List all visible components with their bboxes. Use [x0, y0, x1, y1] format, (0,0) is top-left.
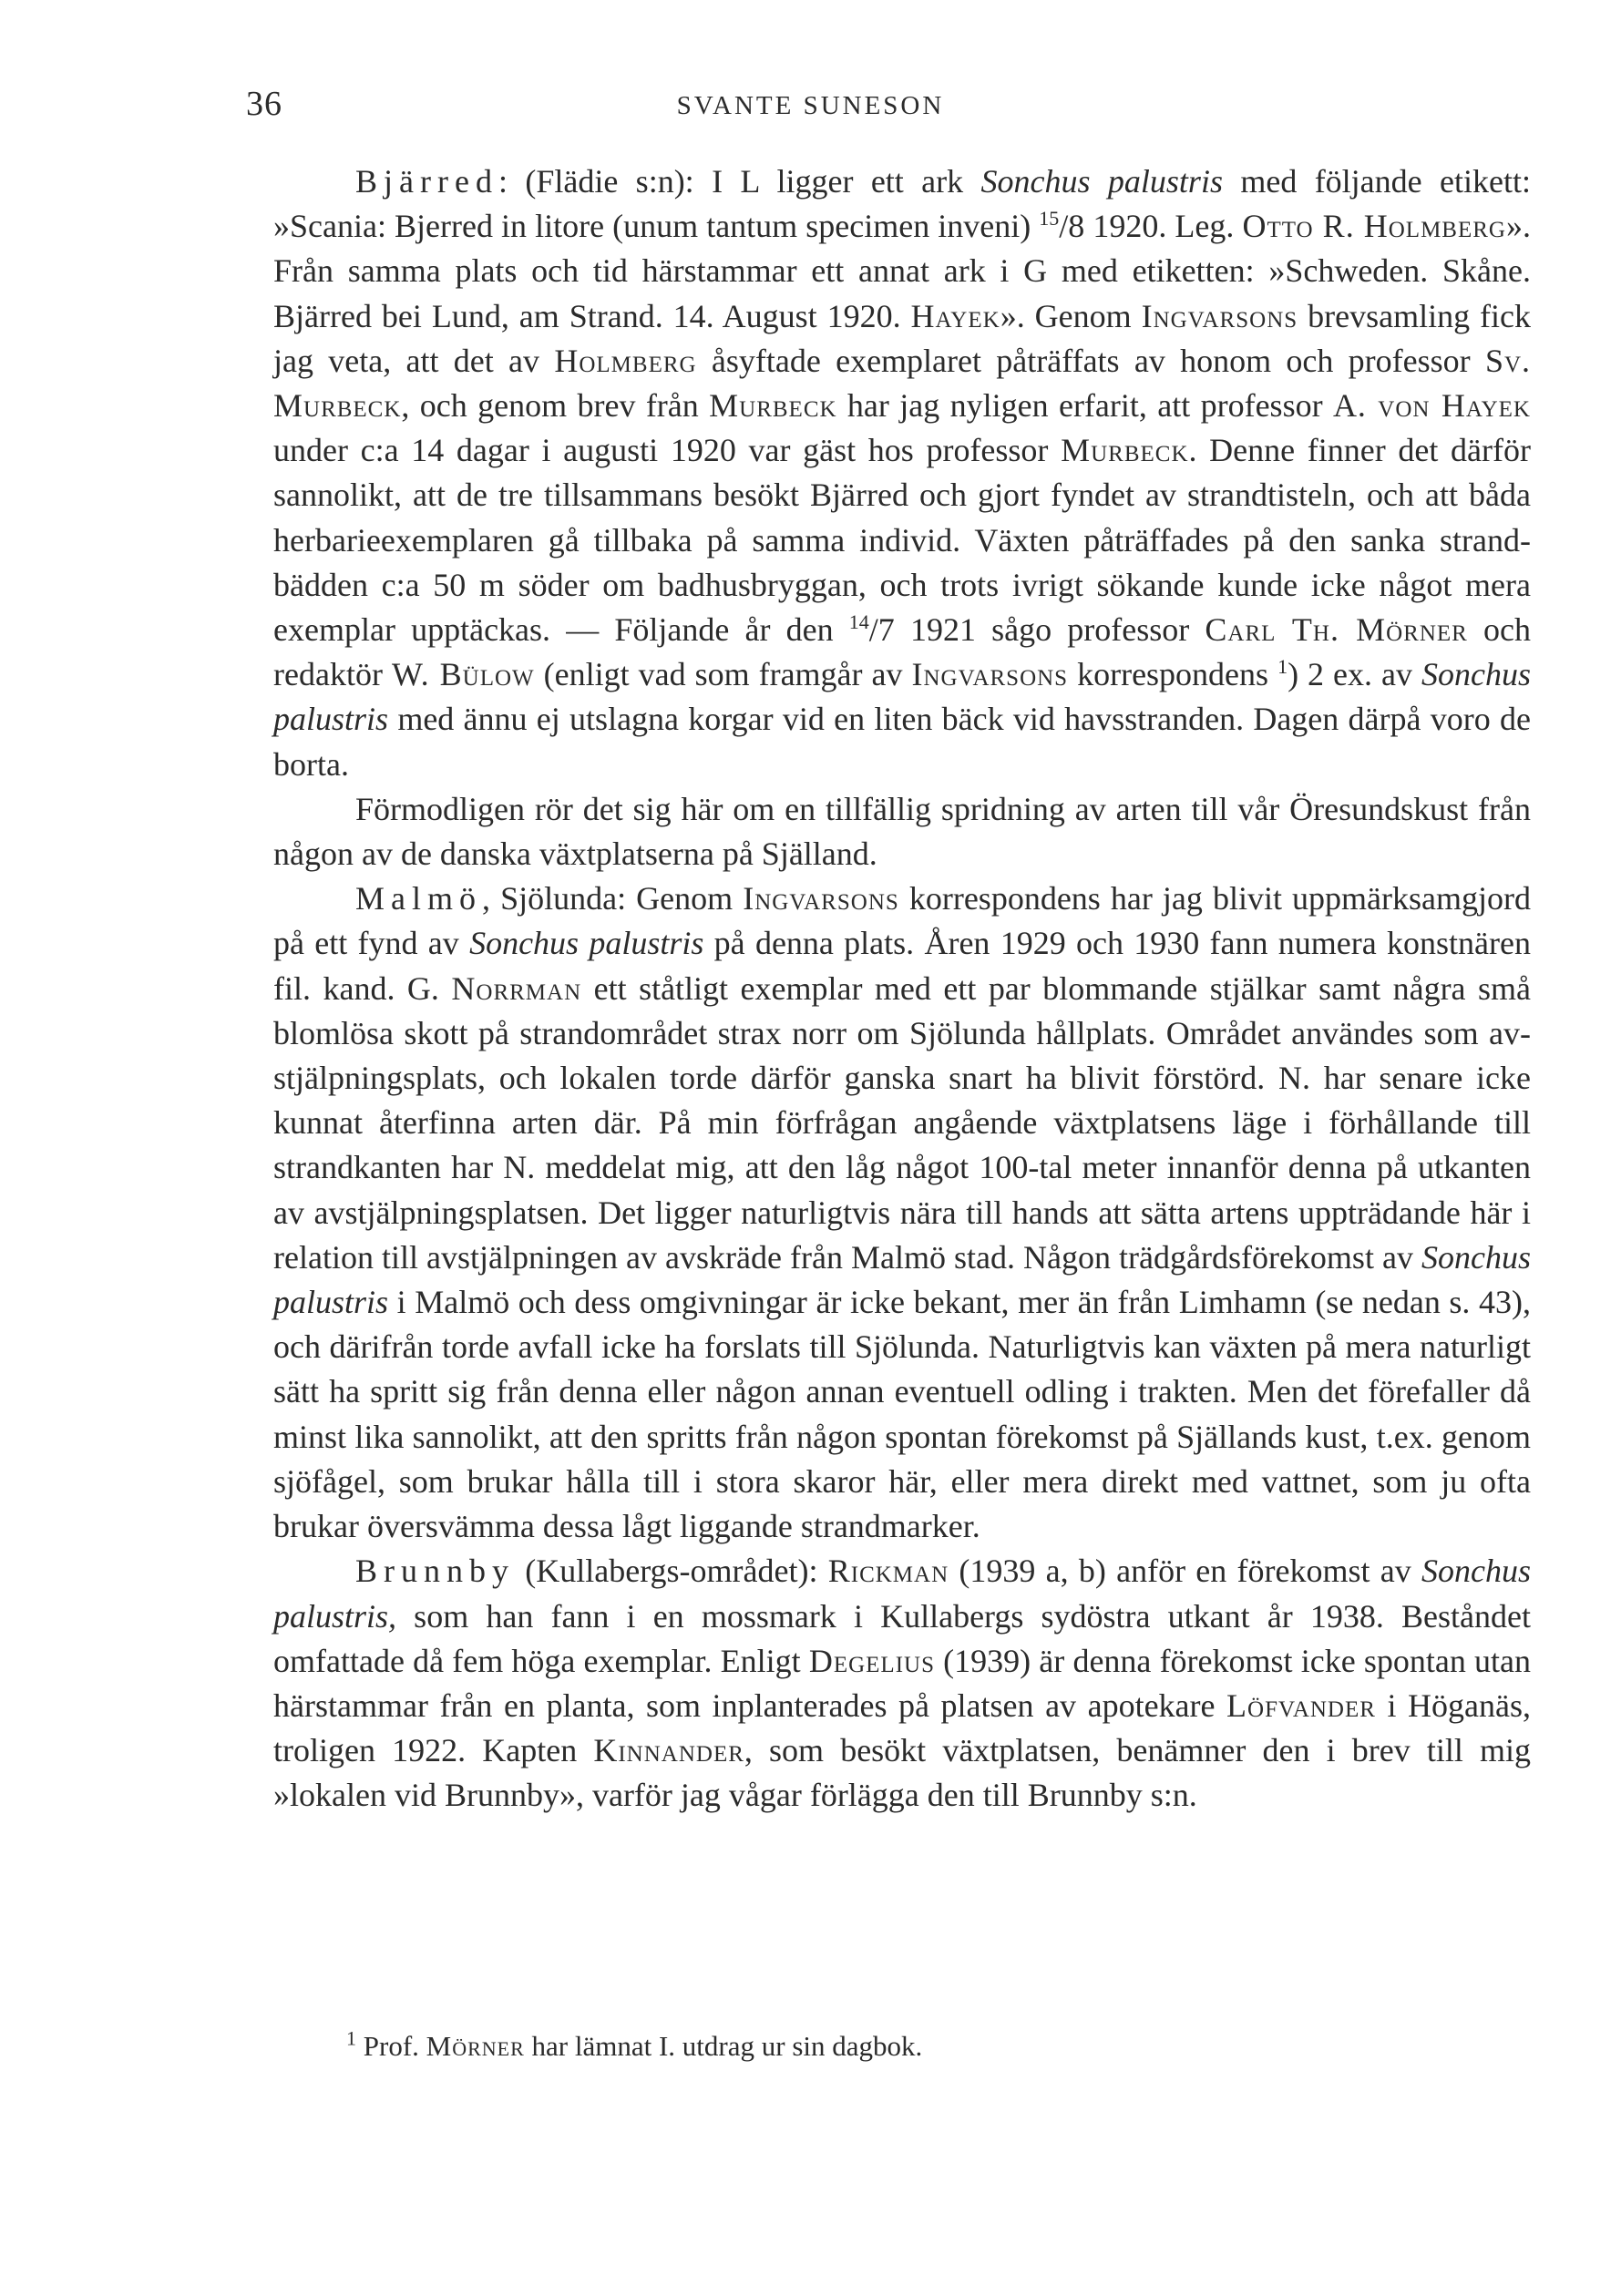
person-name: Sv. Murbeck [273, 342, 1532, 425]
text-run: i Höganäs, troligen 1922. Kapten [273, 1686, 1531, 1769]
text-run: (1939 a, b) anför en förekomst av [949, 1553, 1421, 1590]
footnote-ref[interactable]: 1 [1277, 655, 1288, 679]
text-run: , och genom brev från [401, 387, 710, 425]
text-run: som han fann i en mossmark i Kullabergs sydöstra utkant år 1938. Beståndet omfattade då fem höga exemplar. Enligt [273, 1597, 1531, 1679]
fraction-numerator: 15 [1039, 207, 1060, 231]
text-run: och redaktör [273, 611, 1531, 693]
text-run: har jag nyligen erfarit, att professor [836, 387, 1333, 425]
text-run: , som besökt växtplatsen, benämner den i brev till mig »lokalen vid Brunnby», varför jag vågar förlägga den till Brunnby s:n. [273, 1732, 1531, 1814]
text-run: ». Genom [1000, 297, 1142, 334]
person-name: Degelius [808, 1642, 935, 1679]
page-number: 36 [246, 85, 282, 123]
person-name: W. Bülow [391, 656, 535, 693]
paragraph-forklaring [273, 787, 1531, 876]
species-name: Sonchus palustris [273, 656, 1532, 738]
text-run: korrespondens [1068, 656, 1278, 693]
footnote [346, 2028, 922, 2065]
text-run: Förmodligen rör det sig här om en tillfällig spridning av arten till vår Öresundskust från någon av de danska växtplatserna på Själland. [273, 790, 1531, 873]
person-name: Kinnander [593, 1732, 744, 1769]
text-run: : (Flädie s:n): I L ligger ett ark [498, 163, 981, 200]
text-run: i Malmö och dess omgivningar är icke bekant, mer än från Limhamn (se nedan s. 43), och därifrån torde avfall icke ha forslats till Sjölunda. Naturligtvis kan växten på mera naturligt sätt ha spritt sig från denna eller någon annan eventuell odling i trakten. Men det förefaller då minst lika sannolikt, att den spritts från någon spontan förekomst på Själlands kust, t.ex. genom sjöfågel, som brukar hålla till i stora skaror här, eller mera direkt med vattnet, som ju ofta brukar översvämma dessa lågt liggande strandmarker. [273, 1284, 1531, 1545]
paragraph-brunnby [273, 1549, 1531, 1818]
text-run: (Kullabergs-området): [515, 1553, 828, 1590]
person-name: Hayek [910, 297, 1000, 334]
text-run: med följande etikett: »Scania: Bjerred in litore (unum tantum specimen inveni) [273, 163, 1531, 245]
species-name: Sonchus palustris [469, 925, 704, 962]
text-run: brevsamling fick jag veta, att det av [273, 297, 1531, 379]
locality-bjarred: Bjärred [355, 163, 498, 200]
person-name: Löfvander [1226, 1686, 1376, 1724]
text-run: Prof. [356, 2030, 426, 2062]
text-run: /8 1920. Leg. [1059, 208, 1243, 245]
person-name: Carl Th. Mörner [1205, 611, 1468, 649]
paragraph-malmo [273, 876, 1531, 1549]
person-name: Ingvarsons [911, 656, 1069, 693]
locality-brunnby: Brunnby [355, 1553, 515, 1590]
species-name: Sonchus palustris [980, 163, 1223, 200]
text-run: . Denne finner det därför sannolikt, att de tre tillsammans besökt Bjärred och gjort fyndet av strandtisteln, och att båda herbarieexemplaren gå tillbaka på samma individ. Växten påträffades på den sanka strandbädden c:a 50 m söder om badhusbryggan, och trots ivrigt sökande kunde icke något mera exemplar upptäckas. — Följande år den [273, 432, 1532, 649]
species-name: Sonchus palustris [273, 1238, 1531, 1321]
running-title: SVANTE SUNESON [676, 91, 945, 120]
footnote-marker: 1 [346, 2026, 356, 2050]
paragraph-bjarred [273, 159, 1531, 787]
fraction-numerator: 14 [848, 610, 869, 634]
text-run: (enligt vad som framgår av [534, 656, 912, 693]
body-text [273, 159, 1531, 1819]
text-run: ett ståtligt exemplar med ett par blommande stjälkar samt några små blomlösa skott på strandområdet strax norr om Sjölunda hållplats. Området användes som avstjälpningsplats, och lokalen torde därför ganska snart ha blivit förstörd. N. har senare icke kunnat återfinna arten där. På min förfrågan angående växtplatsens läge i förhållande till strandkanten har N. meddelat mig, att den låg något 100-tal meter innanför denna på utkanten av avstjälpningsplatsen. Det ligger naturligtvis nära till hands att sätta artens uppträdande här i relation till avstjälpningen av avskräde från Malmö stad. Någon trädgårdsförekomst av [273, 969, 1531, 1276]
person-name: Rickman [827, 1553, 949, 1590]
species-name: Sonchus palustris, [273, 1553, 1531, 1635]
text-run: (1939) är denna förekomst icke spontan utan härstammar från en planta, som inplanterades på platsen av apotekare [273, 1642, 1531, 1724]
text-run: korrespondens har jag blivit uppmärksamgjord på ett fynd av [273, 880, 1531, 962]
person-name: Murbeck [709, 387, 837, 425]
text-run: ) 2 ex. av [1288, 656, 1422, 693]
text-run: med ännu ej utslagna korgar vid en liten bäck vid havsstranden. Dagen därpå voro de borta. [273, 701, 1531, 783]
person-name: Murbeck [1061, 432, 1189, 469]
text-run: , Sjölunda: Genom [482, 880, 744, 917]
text-run: på denna plats. Åren 1929 och 1930 fann numera konstnären fil. kand. G. [273, 925, 1531, 1007]
person-name: Otto R. Holmberg [1242, 208, 1506, 245]
person-name: Ingvarsons [1141, 297, 1298, 334]
locality-malmo: Malmö [355, 880, 482, 917]
text-run: under c:a 14 dagar i augusti 1920 var gäst hos professor [273, 432, 1062, 469]
person-name: Holmberg [554, 342, 697, 379]
text-run: ». Från samma plats och tid härstammar ett annat ark i G med etiketten: »Schweden. Skåne. Bjärred bei Lund, am Strand. 14. August 1920. [273, 208, 1531, 334]
text-run: /7 1921 sågo professor [868, 611, 1205, 649]
text-run: åsyftade exemplaret påträffats av honom och professor [696, 342, 1485, 379]
person-name: Mörner [426, 2030, 525, 2062]
text-run: har lämnat I. utdrag ur sin dagbok. [524, 2030, 923, 2062]
person-name: Norrman [451, 969, 582, 1007]
person-name: A. von Hayek [1332, 387, 1531, 425]
person-name: Ingvarsons [743, 880, 899, 917]
